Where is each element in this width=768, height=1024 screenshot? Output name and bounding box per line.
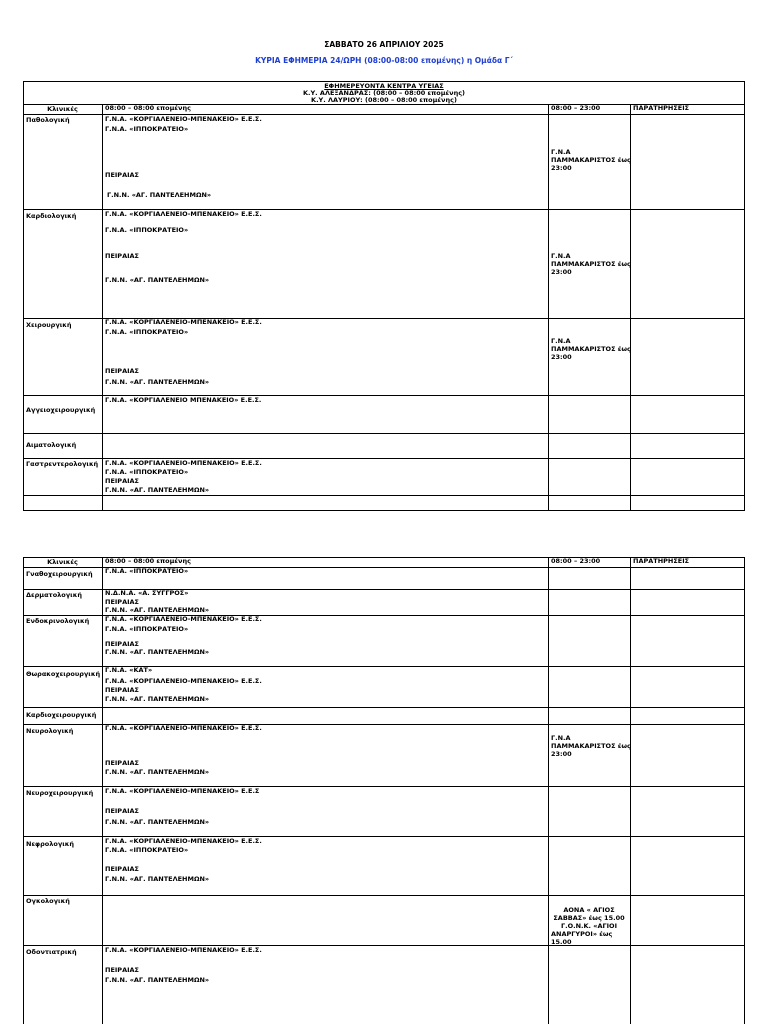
hospital-entry: Γ.Ν.Α. «ΚΟΡΓΙΑΛΕΝΕΙΟ-ΜΠΕΝΑΚΕΙΟ» Ε.Ε.Σ.	[105, 946, 262, 954]
clinic-name: Δερματολογική	[26, 591, 82, 599]
duty-subtitle: ΚΥΡΙΑ ΕΦΗΜΕΡΙΑ 24/ΩΡΗ (08:00-08:00 επομένης) η Ομάδα Γ΄	[255, 56, 513, 65]
day-hospital: Γ.Ν.Α	[551, 337, 571, 345]
day-hospital-time: 23:00	[551, 268, 572, 276]
clinic-name: Χειρουργική	[26, 321, 72, 329]
day-hospital: Γ.Ν.Α	[551, 148, 571, 156]
hospital-entry: Γ.Ν.Ν. «ΑΓ. ΠΑΝΤΕΛΕΗΜΩΝ»	[105, 875, 210, 883]
column-header-notes: ΠΑΡΑΤΗΡΗΣΕΙΣ	[633, 557, 690, 565]
hospital-entry: Γ.Ν.Ν. «ΑΓ. ΠΑΝΤΕΛΕΗΜΩΝ»	[105, 606, 210, 614]
hospital-entry: Ν.Δ.Ν.Α. «Α. ΣΥΓΓΡΟΣ»	[105, 589, 189, 597]
clinic-name: Οδοντιατρική	[26, 948, 77, 956]
region-label: ΠΕΙΡΑΙΑΣ	[105, 966, 139, 974]
region-label: ΠΕΙΡΑΙΑΣ	[105, 598, 139, 606]
oncology-hospital: ΣΑΒΒΑΣ» έως 15.00	[553, 914, 625, 922]
clinic-name: Αγγειοχειρουργική	[26, 406, 96, 414]
health-center-line: Κ.Υ. ΑΛΕΞΑΝΔΡΑΣ: (08:00 – 08:00 επομένης)	[302, 89, 466, 97]
hospital-entry: Γ.Ν.Α. «ΚΟΡΓΙΑΛΕΝΕΙΟ-ΜΠΕΝΑΚΕΙΟ» Ε.Ε.Σ.	[105, 615, 262, 623]
day-hospital-time: 23:00	[551, 750, 572, 758]
hospital-entry: Γ.Ν.Α. «ΚΑΤ»	[105, 666, 153, 674]
region-label: ΠΕΙΡΑΙΑΣ	[105, 252, 139, 260]
health-center-line: Κ.Υ. ΛΑΥΡΙΟΥ: (08:00 – 08:00 επομένης)	[311, 96, 457, 104]
clinic-name: Νευρολογική	[26, 727, 74, 735]
hospital-entry: Γ.Ν.Α. «ΙΠΠΟΚΡΑΤΕΙΟ»	[105, 226, 189, 234]
health-centers-title: ΕΦΗΜΕΡΕΥΟΝΤΑ ΚΕΝΤΡΑ ΥΓΕΙΑΣ	[324, 82, 444, 90]
date-heading: ΣΑΒΒΑΤΟ 26 ΑΠΡΙΛΙΟΥ 2025	[324, 40, 444, 49]
clinic-name: Γαστρεντερολογική	[26, 460, 99, 468]
oncology-hospital: ΑΟΝΑ « ΑΓΙΟΣ	[563, 906, 615, 914]
region-label: ΠΕΙΡΑΙΑΣ	[105, 759, 139, 767]
clinic-name: Νεφρολογική	[26, 840, 75, 848]
hospital-entry: Γ.Ν.Α. «ΚΟΡΓΙΑΛΕΝΕΙΟ-ΜΠΕΝΑΚΕΙΟ» Ε.Ε.Σ.	[105, 677, 262, 685]
hospital-entry: Γ.Ν.Ν. «ΑΓ. ΠΑΝΤΕΛΕΗΜΩΝ»	[105, 648, 210, 656]
hospital-entry: Γ.Ν.Ν. «ΑΓ. ΠΑΝΤΕΛΕΗΜΩΝ»	[105, 976, 210, 984]
day-hospital: ΠΑΜΜΑΚΑΡΙΣΤΟΣ έως	[551, 742, 631, 750]
clinic-name: Αιματολογική	[26, 441, 77, 449]
column-header-day: 08:00 – 23:00	[551, 104, 601, 112]
hospital-entry: Γ.Ν.Α. «ΚΟΡΓΙΑΛΕΝΕΙΟ ΜΠΕΝΑΚΕΙΟ» Ε.Ε.Σ.	[105, 396, 262, 404]
hospital-entry: Γ.Ν.Ν. «ΑΓ. ΠΑΝΤΕΛΕΗΜΩΝ»	[105, 818, 210, 826]
clinic-name: Καρδιολογική	[26, 212, 77, 220]
day-hospital-time: 23:00	[551, 164, 572, 172]
hospital-entry: Γ.Ν.Α. «ΚΟΡΓΙΑΛΕΝΕΙΟ-ΜΠΕΝΑΚΕΙΟ» Ε.Ε.Σ.	[105, 459, 262, 467]
hospital-entry: Γ.Ν.Α. «ΚΟΡΓΙΑΛΕΝΕΙΟ-ΜΠΕΝΑΚΕΙΟ» Ε.Ε.Σ.	[105, 210, 262, 218]
column-header-notes: ΠΑΡΑΤΗΡΗΣΕΙΣ	[633, 104, 690, 112]
oncology-time: 15.00	[551, 938, 572, 946]
hospital-entry: Γ.Ν.Ν. «ΑΓ. ΠΑΝΤΕΛΕΗΜΩΝ»	[105, 695, 210, 703]
day-hospital: Γ.Ν.Α	[551, 252, 571, 260]
clinic-name: Θωρακοχειρουργική	[26, 670, 101, 678]
column-header-full-day: 08:00 – 08:00 επομένης	[105, 557, 191, 565]
clinic-name: Παθολογική	[26, 116, 70, 124]
hospital-entry: Γ.Ν.Α. «ΙΠΠΟΚΡΑΤΕΙΟ»	[105, 468, 189, 476]
region-label: ΠΕΙΡΑΙΑΣ	[105, 171, 139, 179]
hospital-entry: Γ.Ν.Ν. «ΑΓ. ΠΑΝΤΕΛΕΗΜΩΝ»	[105, 768, 210, 776]
hospital-entry: Γ.Ν.Α. «ΚΟΡΓΙΑΛΕΝΕΙΟ-ΜΠΕΝΑΚΕΙΟ» Ε.Ε.Σ.	[105, 837, 262, 845]
hospital-entry: Γ.Ν.Α. «ΙΠΠΟΚΡΑΤΕΙΟ»	[105, 125, 189, 133]
hospital-entry: Γ.Ν.Α. «ΚΟΡΓΙΑΛΕΝΕΙΟ-ΜΠΕΝΑΚΕΙΟ» Ε.Ε.Σ.	[105, 318, 262, 326]
oncology-hospital: ΑΝΑΡΓΥΡΟΙ» έως	[551, 930, 613, 938]
oncology-hospital: Γ.Ο.Ν.Κ. «ΑΓΙΟΙ	[560, 922, 618, 930]
day-hospital: ΠΑΜΜΑΚΑΡΙΣΤΟΣ έως	[551, 260, 631, 268]
hospital-entry: Γ.Ν.Α. «ΙΠΠΟΚΡΑΤΕΙΟ»	[105, 625, 189, 633]
region-label: ΠΕΙΡΑΙΑΣ	[105, 686, 139, 694]
day-hospital: Γ.Ν.Α	[551, 734, 571, 742]
hospital-entry: Γ.Ν.Α. «ΙΠΠΟΚΡΑΤΕΙΟ»	[105, 567, 189, 575]
region-label: ΠΕΙΡΑΙΑΣ	[105, 865, 139, 873]
clinic-name: Νευροχειρουργική	[26, 789, 94, 797]
region-label: ΠΕΙΡΑΙΑΣ	[105, 367, 139, 375]
hospital-entry: Γ.Ν.Α. «ΙΠΠΟΚΡΑΤΕΙΟ»	[105, 846, 189, 854]
hospital-entry: Γ.Ν.Α. «ΙΠΠΟΚΡΑΤΕΙΟ»	[105, 328, 189, 336]
column-header-full-day: 08:00 – 08:00 επομένης	[105, 104, 191, 112]
hospital-entry: Γ.Ν.Α. «ΚΟΡΓΙΑΛΕΝΕΙΟ-ΜΠΕΝΑΚΕΙΟ» Ε.Ε.Σ.	[105, 115, 262, 123]
column-header-clinic: Κλινικές	[47, 105, 78, 113]
hospital-entry: Γ.Ν.Ν. «ΑΓ. ΠΑΝΤΕΛΕΗΜΩΝ»	[105, 486, 210, 494]
hospital-entry: Γ.Ν.Ν. «ΑΓ. ΠΑΝΤΕΛΕΗΜΩΝ»	[105, 276, 210, 284]
region-label: ΠΕΙΡΑΙΑΣ	[105, 477, 139, 485]
region-label: ΠΕΙΡΑΙΑΣ	[105, 807, 139, 815]
clinic-name: Γναθοχειρουργική	[26, 570, 93, 578]
day-hospital: ΠΑΜΜΑΚΑΡΙΣΤΟΣ έως	[551, 345, 631, 353]
day-hospital-time: 23:00	[551, 353, 572, 361]
region-label: ΠΕΙΡΑΙΑΣ	[105, 640, 139, 648]
hospital-entry: Γ.Ν.Ν. «ΑΓ. ΠΑΝΤΕΛΕΗΜΩΝ»	[107, 191, 212, 199]
clinic-name: Καρδιοχειρουργική	[26, 711, 97, 719]
clinic-name: Ενδοκρινολογική	[26, 617, 90, 625]
column-header-day: 08:00 – 23:00	[551, 557, 601, 565]
clinic-name: Ογκολογική	[26, 897, 70, 905]
day-hospital: ΠΑΜΜΑΚΑΡΙΣΤΟΣ έως	[551, 156, 631, 164]
column-header-clinic: Κλινικές	[47, 558, 78, 566]
hospital-entry: Γ.Ν.Α. «ΚΟΡΓΙΑΛΕΝΕΙΟ-ΜΠΕΝΑΚΕΙΟ» Ε.Ε.Σ	[105, 787, 260, 795]
hospital-entry: Γ.Ν.Ν. «ΑΓ. ΠΑΝΤΕΛΕΗΜΩΝ»	[105, 378, 210, 386]
hospital-entry: Γ.Ν.Α. «ΚΟΡΓΙΑΛΕΝΕΙΟ-ΜΠΕΝΑΚΕΙΟ» Ε.Ε.Σ.	[105, 724, 262, 732]
